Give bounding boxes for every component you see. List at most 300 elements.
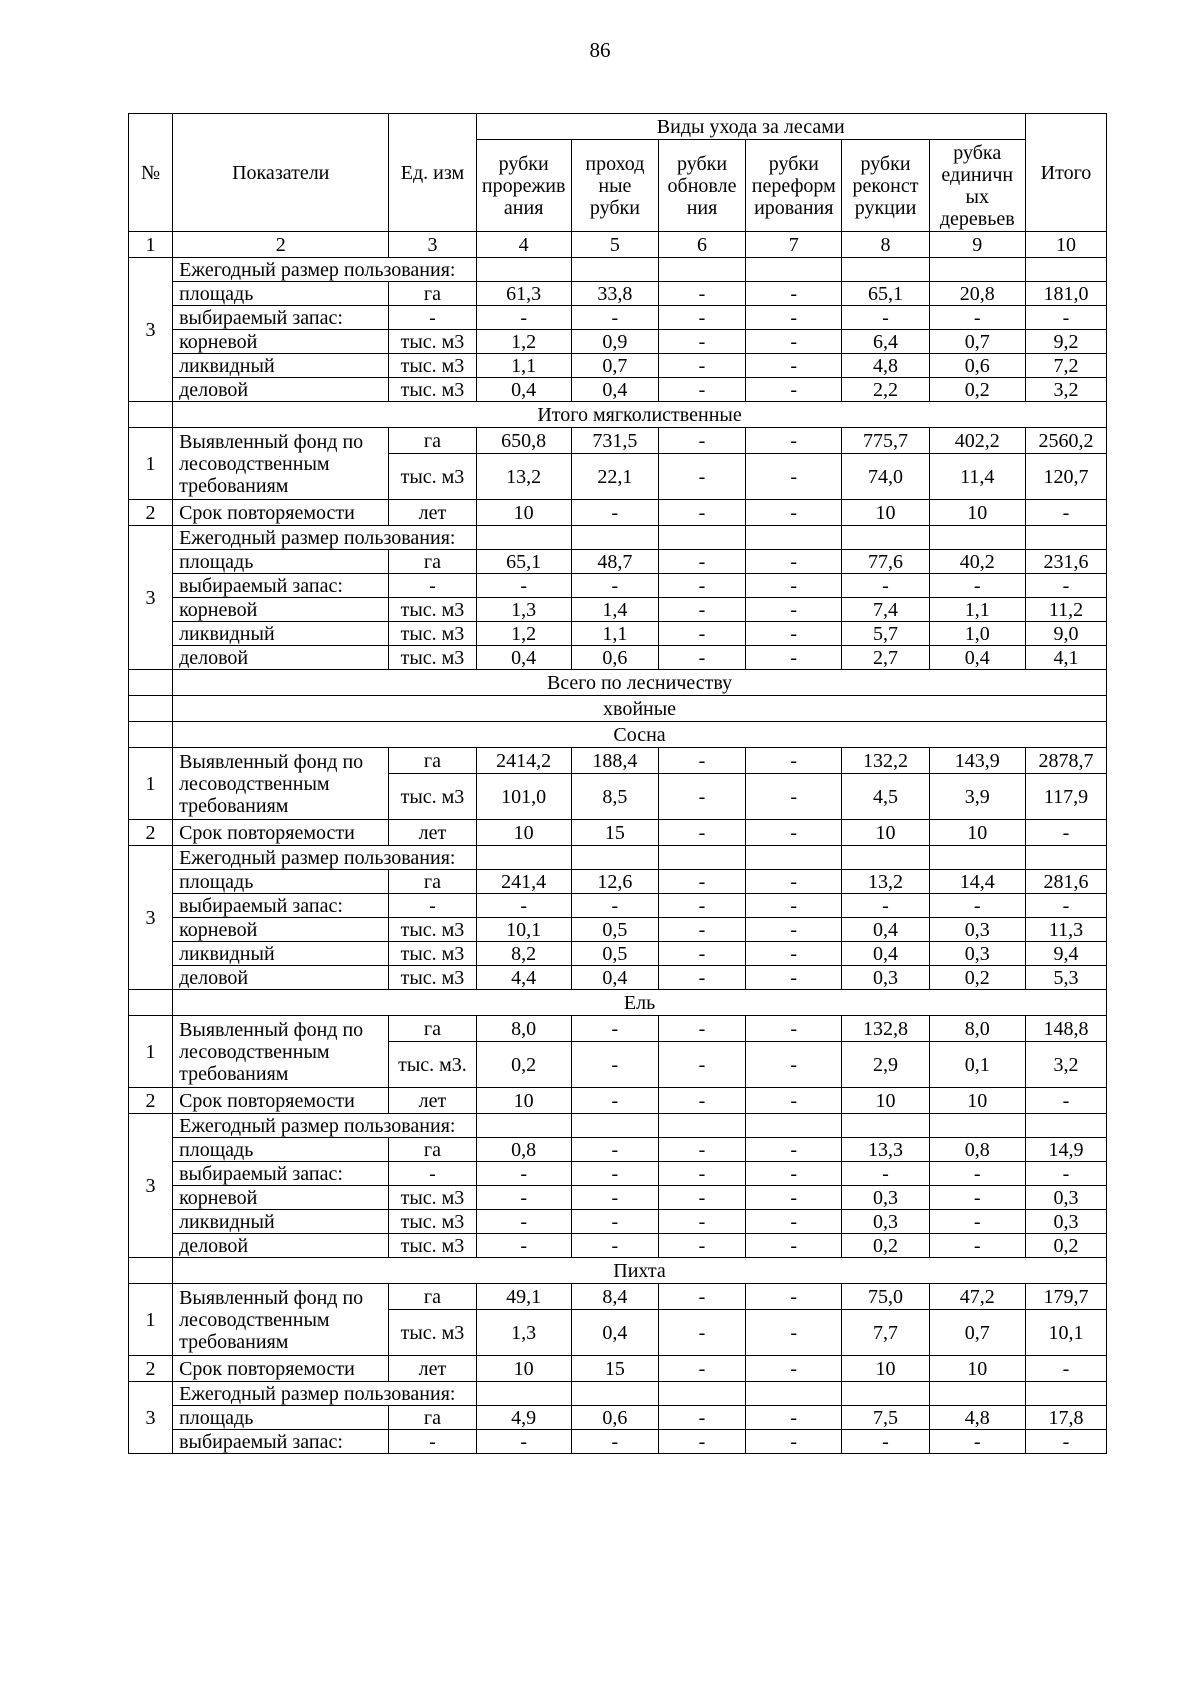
value-cell: - (571, 574, 658, 598)
value-cell: 14,4 (929, 870, 1025, 894)
value-cell: 1,3 (476, 1310, 571, 1356)
value-cell: 0,5 (571, 918, 658, 942)
unit-cell: тыс. м3 (389, 622, 476, 646)
row-number: 1 (129, 748, 173, 820)
table-row (129, 306, 1107, 330)
value-cell: 65,1 (476, 550, 571, 574)
unit-cell: тыс. м3 (389, 598, 476, 622)
cell-line: Выявленный фонд по (179, 1018, 364, 1041)
value-cell: - (658, 1234, 745, 1258)
value-cell: 15 (571, 820, 658, 846)
value-cell: 0,4 (929, 646, 1025, 670)
value-cell: - (476, 1162, 571, 1186)
table-row (129, 1284, 1107, 1310)
cell-line: реконст (852, 174, 919, 197)
unit-cell: га (389, 550, 476, 574)
value-cell: 10 (929, 500, 1025, 526)
value-cell: - (658, 1284, 745, 1310)
table-row (129, 232, 1107, 258)
value-cell: - (1025, 574, 1106, 598)
value-cell: - (746, 330, 842, 354)
stock-label: выбираемый запас: (173, 1162, 389, 1186)
empty-cell (842, 846, 929, 870)
value-cell: 4,9 (476, 1406, 571, 1430)
table-row (129, 722, 1107, 748)
value-cell: 2,2 (842, 378, 929, 402)
unit-cell: тыс. м3 (389, 1234, 476, 1258)
value-cell: - (658, 330, 745, 354)
value-cell: - (746, 820, 842, 846)
cell-line: рубки (860, 152, 911, 175)
value-cell: - (1025, 1088, 1106, 1114)
value-cell: - (746, 646, 842, 670)
cell-line: прорежив (481, 174, 566, 197)
value-cell: 9,0 (1025, 622, 1106, 646)
value-cell: - (1025, 820, 1106, 846)
value-cell: 0,4 (842, 942, 929, 966)
value-cell: 13,2 (476, 454, 571, 500)
value-cell: - (658, 774, 745, 820)
value-cell: 0,4 (476, 646, 571, 670)
value-cell: 40,2 (929, 550, 1025, 574)
root-label: корневой (173, 1186, 389, 1210)
table-row (129, 402, 1107, 428)
value-cell: 0,5 (571, 942, 658, 966)
value-cell: 0,7 (929, 1310, 1025, 1356)
value-cell: - (929, 1162, 1025, 1186)
liquid-label: ликвидный (173, 1210, 389, 1234)
value-cell: 731,5 (571, 428, 658, 454)
value-cell: 188,4 (571, 748, 658, 774)
value-cell: 10 (842, 1356, 929, 1382)
value-cell: - (746, 1356, 842, 1382)
column-number: 4 (476, 232, 571, 258)
value-cell: - (571, 1138, 658, 1162)
table-row (129, 574, 1107, 598)
value-cell: - (571, 306, 658, 330)
section-title: Итого мягколиственные (173, 402, 1107, 428)
value-cell: 4,8 (929, 1406, 1025, 1430)
cell-line: рукции (854, 196, 917, 219)
unit-cell: тыс. м3. (389, 1042, 476, 1088)
value-cell: 8,0 (476, 1016, 571, 1042)
table-row (129, 1162, 1107, 1186)
value-cell: 0,4 (571, 1310, 658, 1356)
unit-cell: лет (389, 1356, 476, 1382)
value-cell: 0,2 (929, 378, 1025, 402)
value-cell: 775,7 (842, 428, 929, 454)
cell-line: лесоводственным (179, 1308, 330, 1331)
empty-cell (1025, 846, 1106, 870)
value-cell: - (746, 1430, 842, 1454)
column-number: 5 (571, 232, 658, 258)
value-cell: - (746, 306, 842, 330)
value-cell: 117,9 (1025, 774, 1106, 820)
header-type (842, 140, 929, 232)
value-cell: 0,7 (571, 354, 658, 378)
column-number: 7 (746, 232, 842, 258)
fund-label (173, 748, 389, 820)
cell-line: проход (585, 152, 645, 175)
value-cell: 1,1 (571, 622, 658, 646)
value-cell: 7,7 (842, 1310, 929, 1356)
header-unit: Ед. изм (389, 114, 476, 232)
column-number: 3 (389, 232, 476, 258)
empty-cell (571, 526, 658, 550)
value-cell: - (658, 1406, 745, 1430)
value-cell: 0,3 (1025, 1186, 1106, 1210)
table-row (129, 846, 1107, 870)
period-label: Срок повторяемости (173, 1356, 389, 1382)
table-row (129, 870, 1107, 894)
value-cell: - (929, 574, 1025, 598)
value-cell: 132,2 (842, 748, 929, 774)
unit-cell: га (389, 1406, 476, 1430)
value-cell: 74,0 (842, 454, 929, 500)
empty-cell (476, 526, 571, 550)
value-cell: 17,8 (1025, 1406, 1106, 1430)
value-cell: 8,2 (476, 942, 571, 966)
value-cell: 231,6 (1025, 550, 1106, 574)
cell-line: переформ (751, 174, 836, 197)
value-cell: 65,1 (842, 282, 929, 306)
value-cell: - (571, 1042, 658, 1088)
table-row (129, 330, 1107, 354)
row-number: 2 (129, 1088, 173, 1114)
value-cell: 0,3 (842, 966, 929, 990)
empty-cell (658, 846, 745, 870)
row-number: 2 (129, 820, 173, 846)
cell-line: Выявленный фонд по (179, 430, 364, 453)
value-cell: - (746, 918, 842, 942)
cell-line: Выявленный фонд по (179, 1286, 364, 1309)
header-type (746, 140, 842, 232)
value-cell: - (746, 1210, 842, 1234)
value-cell: - (658, 1186, 745, 1210)
value-cell: 11,2 (1025, 598, 1106, 622)
unit-cell: га (389, 428, 476, 454)
annual-label: Ежегодный размер пользования: (173, 846, 476, 870)
unit-cell: лет (389, 1088, 476, 1114)
column-number: 10 (1025, 232, 1106, 258)
empty-cell (476, 1382, 571, 1406)
stock-label: выбираемый запас: (173, 574, 389, 598)
value-cell: 22,1 (571, 454, 658, 500)
empty-cell (842, 258, 929, 282)
value-cell: - (658, 598, 745, 622)
unit-cell: тыс. м3 (389, 942, 476, 966)
value-cell: - (746, 598, 842, 622)
value-cell: 148,8 (1025, 1016, 1106, 1042)
value-cell: 2,7 (842, 646, 929, 670)
empty-cell (571, 846, 658, 870)
value-cell: - (1025, 894, 1106, 918)
value-cell: - (658, 282, 745, 306)
area-label: площадь (173, 282, 389, 306)
table-row (129, 354, 1107, 378)
unit-cell: га (389, 1284, 476, 1310)
row-number: 3 (129, 846, 173, 990)
table-row (129, 1234, 1107, 1258)
table-row (129, 282, 1107, 306)
value-cell: 1,1 (929, 598, 1025, 622)
unit-cell: тыс. м3 (389, 378, 476, 402)
value-cell: 0,3 (842, 1210, 929, 1234)
table-row (129, 820, 1107, 846)
value-cell: - (1025, 1162, 1106, 1186)
value-cell: - (658, 428, 745, 454)
value-cell: - (929, 1186, 1025, 1210)
cell-line: требованиям (179, 794, 289, 817)
unit-cell: тыс. м3 (389, 966, 476, 990)
period-label: Срок повторяемости (173, 500, 389, 526)
value-cell: - (476, 894, 571, 918)
value-cell: - (658, 1210, 745, 1234)
value-cell: 2414,2 (476, 748, 571, 774)
value-cell: - (746, 1284, 842, 1310)
fund-label (173, 1284, 389, 1356)
value-cell: - (746, 550, 842, 574)
empty-cell (129, 990, 173, 1016)
value-cell: - (658, 1430, 745, 1454)
unit-cell: тыс. м3 (389, 1210, 476, 1234)
cell-line: рубка (953, 141, 1002, 164)
stock-label: выбираемый запас: (173, 306, 389, 330)
value-cell: 1,2 (476, 622, 571, 646)
value-cell: - (746, 428, 842, 454)
annual-label: Ежегодный размер пользования: (173, 1114, 476, 1138)
value-cell: 0,4 (571, 966, 658, 990)
empty-cell (746, 258, 842, 282)
header-num (129, 114, 173, 232)
value-cell: 0,1 (929, 1042, 1025, 1088)
value-cell: - (571, 1186, 658, 1210)
root-label: корневой (173, 918, 389, 942)
unit-cell: - (389, 306, 476, 330)
empty-cell (1025, 526, 1106, 550)
unit-cell: - (389, 1430, 476, 1454)
value-cell: - (1025, 1430, 1106, 1454)
value-cell: - (746, 1406, 842, 1430)
header-indicator: Показатели (173, 114, 389, 232)
cell-line: требованиям (179, 1330, 289, 1353)
value-cell: 33,8 (571, 282, 658, 306)
empty-cell (929, 258, 1025, 282)
value-cell: - (658, 1310, 745, 1356)
value-cell: - (571, 894, 658, 918)
value-cell: 0,6 (571, 646, 658, 670)
value-cell: 0,8 (929, 1138, 1025, 1162)
unit-cell: тыс. м3 (389, 774, 476, 820)
empty-cell (929, 1114, 1025, 1138)
column-number: 2 (173, 232, 389, 258)
empty-cell (476, 846, 571, 870)
value-cell: 1,4 (571, 598, 658, 622)
area-label: площадь (173, 1138, 389, 1162)
value-cell: - (571, 1430, 658, 1454)
unit-cell: тыс. м3 (389, 330, 476, 354)
value-cell: - (746, 454, 842, 500)
section-title: Пихта (173, 1258, 1107, 1284)
liquid-label: ликвидный (173, 622, 389, 646)
value-cell: 8,0 (929, 1016, 1025, 1042)
table-row (129, 670, 1107, 696)
table-row (129, 894, 1107, 918)
value-cell: 2878,7 (1025, 748, 1106, 774)
empty-cell (746, 846, 842, 870)
cell-line: ния (686, 196, 718, 219)
cell-line: рубки (589, 196, 640, 219)
value-cell: 4,1 (1025, 646, 1106, 670)
table-row (129, 696, 1107, 722)
value-cell: - (746, 748, 842, 774)
value-cell: 7,4 (842, 598, 929, 622)
empty-cell (929, 846, 1025, 870)
value-cell: 0,2 (1025, 1234, 1106, 1258)
table-row (129, 598, 1107, 622)
value-cell: - (476, 574, 571, 598)
unit-cell: га (389, 282, 476, 306)
unit-cell: га (389, 748, 476, 774)
value-cell: 10 (842, 1088, 929, 1114)
area-label: площадь (173, 870, 389, 894)
cell-line: ых (965, 185, 989, 208)
value-cell: 0,2 (842, 1234, 929, 1258)
value-cell: 0,9 (571, 330, 658, 354)
empty-cell (571, 1382, 658, 1406)
value-cell: - (746, 870, 842, 894)
value-cell: - (658, 748, 745, 774)
empty-cell (129, 1258, 173, 1284)
empty-cell (929, 1382, 1025, 1406)
cell-line: ные (598, 174, 632, 197)
value-cell: 241,4 (476, 870, 571, 894)
header-type (476, 140, 571, 232)
annual-label: Ежегодный размер пользования: (173, 526, 476, 550)
area-label: площадь (173, 550, 389, 574)
empty-cell (658, 1382, 745, 1406)
value-cell: 14,9 (1025, 1138, 1106, 1162)
cell-line: рубки (768, 152, 819, 175)
value-cell: - (571, 1016, 658, 1042)
unit-cell: тыс. м3 (389, 646, 476, 670)
value-cell: 0,2 (929, 966, 1025, 990)
table-row (129, 1114, 1107, 1138)
empty-cell (571, 1114, 658, 1138)
table-row (129, 428, 1107, 454)
empty-cell (129, 696, 173, 722)
value-cell: - (746, 1162, 842, 1186)
table-row (129, 1430, 1107, 1454)
header-total: Итого (1025, 114, 1106, 232)
table-row (129, 1258, 1107, 1284)
value-cell: - (929, 1210, 1025, 1234)
liquid-label: ликвидный (173, 942, 389, 966)
value-cell: 20,8 (929, 282, 1025, 306)
section-title: Всего по лесничеству (173, 670, 1107, 696)
value-cell: 1,0 (929, 622, 1025, 646)
empty-cell (476, 1114, 571, 1138)
value-cell: 13,3 (842, 1138, 929, 1162)
value-cell: 132,8 (842, 1016, 929, 1042)
value-cell: - (476, 306, 571, 330)
table-row (129, 526, 1107, 550)
value-cell: - (658, 574, 745, 598)
table-row (129, 1210, 1107, 1234)
row-number: 2 (129, 1356, 173, 1382)
value-cell: - (658, 966, 745, 990)
unit-cell: - (389, 1162, 476, 1186)
table-row (129, 258, 1107, 282)
value-cell: 12,6 (571, 870, 658, 894)
value-cell: 49,1 (476, 1284, 571, 1310)
value-cell: 4,4 (476, 966, 571, 990)
value-cell: 3,2 (1025, 378, 1106, 402)
value-cell: 61,3 (476, 282, 571, 306)
value-cell: 2,9 (842, 1042, 929, 1088)
value-cell: 10 (842, 820, 929, 846)
business-label: деловой (173, 646, 389, 670)
annual-label: Ежегодный размер пользования: (173, 1382, 476, 1406)
value-cell: - (1025, 306, 1106, 330)
value-cell: 3,9 (929, 774, 1025, 820)
business-label: деловой (173, 1234, 389, 1258)
empty-cell (842, 526, 929, 550)
value-cell: - (746, 894, 842, 918)
value-cell: - (746, 774, 842, 820)
value-cell: - (746, 354, 842, 378)
header-type (571, 140, 658, 232)
page-number: 86 (589, 38, 611, 62)
table-row (129, 1186, 1107, 1210)
value-cell: - (476, 1430, 571, 1454)
unit-cell: тыс. м3 (389, 1186, 476, 1210)
value-cell: - (746, 500, 842, 526)
section-title: Сосна (173, 722, 1107, 748)
table-row (129, 1088, 1107, 1114)
value-cell: 7,2 (1025, 354, 1106, 378)
cell-line: лесоводственным (179, 452, 330, 475)
value-cell: 0,3 (929, 942, 1025, 966)
value-cell: 2560,2 (1025, 428, 1106, 454)
value-cell: - (658, 354, 745, 378)
value-cell: - (571, 1162, 658, 1186)
cell-line: рубки (498, 152, 549, 175)
period-label: Срок повторяемости (173, 1088, 389, 1114)
value-cell: 0,6 (571, 1406, 658, 1430)
value-cell: - (746, 1138, 842, 1162)
value-cell: - (476, 1186, 571, 1210)
table-row (129, 918, 1107, 942)
value-cell: - (658, 550, 745, 574)
value-cell: - (658, 1088, 745, 1114)
value-cell: 0,3 (1025, 1210, 1106, 1234)
value-cell: - (842, 894, 929, 918)
empty-cell (129, 402, 173, 428)
value-cell: - (476, 1234, 571, 1258)
empty-cell (129, 670, 173, 696)
fund-label (173, 1016, 389, 1088)
value-cell: 13,2 (842, 870, 929, 894)
cell-line: № (140, 161, 161, 184)
cell-line: деревьев (939, 207, 1015, 230)
value-cell: - (658, 820, 745, 846)
row-number: 2 (129, 500, 173, 526)
value-cell: 650,8 (476, 428, 571, 454)
column-number: 9 (929, 232, 1025, 258)
value-cell: 0,6 (929, 354, 1025, 378)
row-number: 1 (129, 1016, 173, 1088)
